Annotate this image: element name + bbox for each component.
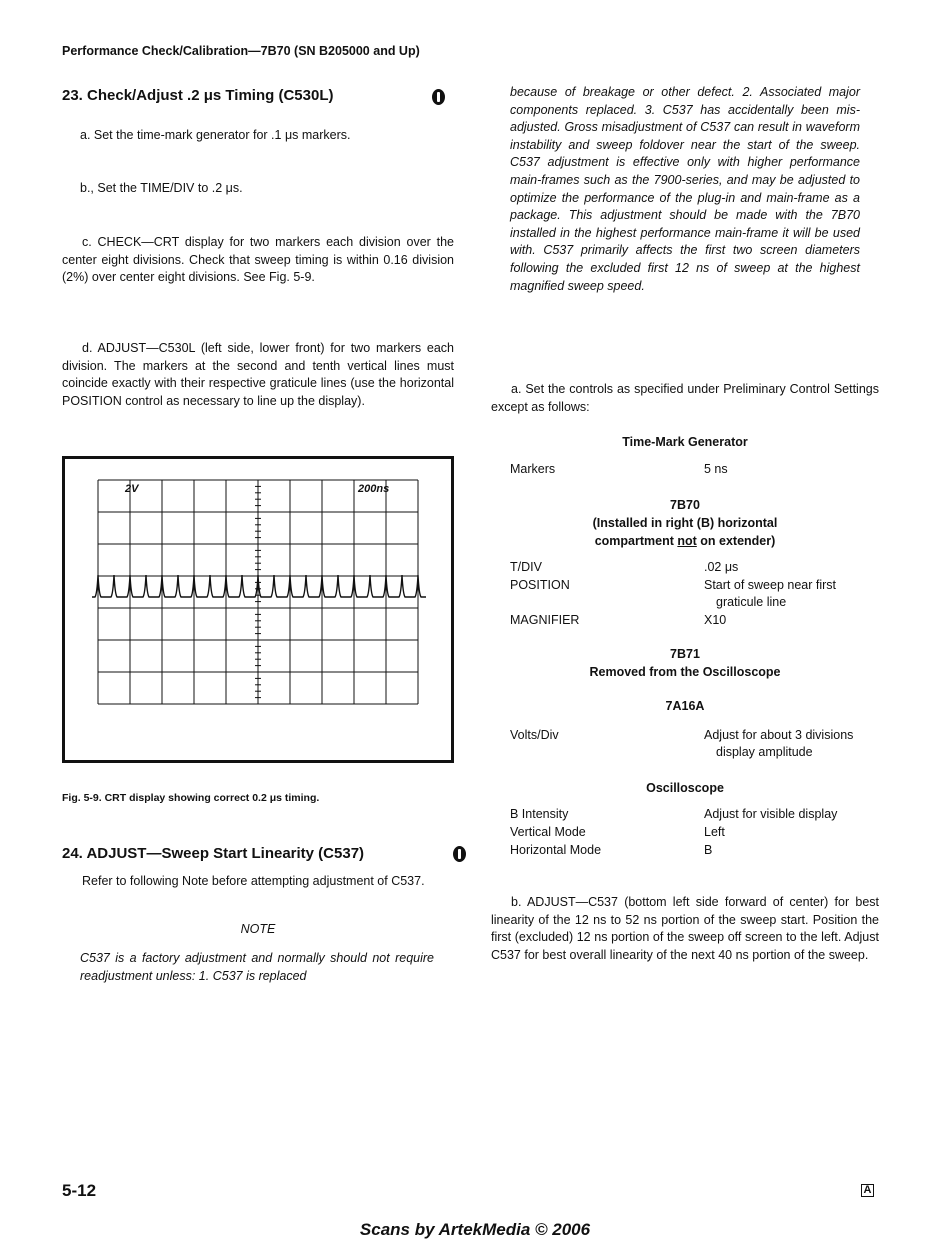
tdiv-label: T/DIV — [510, 560, 542, 574]
step-23-c: c. CHECK—CRT display for two markers each division over the center eight divisions. Check that sweep timing is within 0.16 division (2%) over center eight divisions. See Fig. 5-9. — [62, 235, 454, 284]
crt-display-figure — [62, 456, 454, 763]
tdiv-value: .02 μs — [704, 560, 739, 574]
step-24-intro: Refer to following Note before attempting adjustment of C537. — [82, 874, 425, 888]
vertical-mode-label: Vertical Mode — [510, 825, 586, 839]
b-intensity-label: B Intensity — [510, 807, 569, 821]
scan-credit: Scans by ArtekMedia © 2006 — [359, 1220, 591, 1239]
position-value-2: graticule line — [716, 595, 787, 609]
7b71-heading: 7B71 — [670, 647, 700, 661]
note-text-left: C537 is a factory adjustment and normally should not require readjustment unless: 1. C537 is replaced — [80, 951, 434, 983]
horizontal-mode-label: Horizontal Mode — [510, 843, 602, 857]
magnifier-value: X10 — [704, 613, 727, 627]
vertical-mode-value: Left — [704, 825, 725, 839]
step-23-b: b., Set the TIME/DIV to .2 μs. — [80, 181, 243, 195]
volts-div-value-1: Adjust for about 3 divisions — [704, 728, 854, 742]
position-label: POSITION — [510, 578, 570, 592]
step-24-title — [62, 845, 454, 862]
oscilloscope-heading: Oscilloscope — [646, 781, 724, 795]
step-23-title-text: 23. Check/Adjust .2 μs Timing (C530L) — [62, 87, 334, 104]
page-number: 5-12 — [62, 1181, 97, 1200]
7b71-subheading: Removed from the Oscilloscope — [589, 665, 781, 679]
position-value-1: Start of sweep near first — [704, 578, 837, 592]
step-23-a: a. Set the time-mark generator for .1 μs markers. — [80, 128, 351, 142]
7b70-subheading-1: (Installed in right (B) horizontal — [592, 516, 778, 530]
step-23-title — [62, 87, 454, 104]
crt-display-svg — [62, 456, 454, 763]
volts-per-div-readout: 2V — [125, 483, 139, 495]
7b70-sub2-part-b: not — [677, 534, 697, 548]
7b70-heading: 7B70 — [670, 498, 700, 512]
markers-label: Markers — [510, 462, 556, 476]
page-header: Performance Check/Calibration—7B70 (SN B205000 and Up) — [62, 44, 420, 58]
adjustment-symbol-icon — [453, 846, 466, 862]
7a16a-heading: 7A16A — [665, 699, 705, 713]
figure-caption: Fig. 5-9. CRT display showing correct 0.2 μs timing. — [62, 792, 320, 804]
time-per-div-readout: 200ns — [358, 483, 390, 495]
time-mark-generator-heading: Time-Mark Generator — [622, 435, 748, 449]
horizontal-mode-value: B — [704, 843, 713, 857]
note-text-right: because of breakage or other defect. 2. Associated major components replaced. 3. C537 has accidentally been mis-adjusted. Gross misadjustment of C537 can result in waveform instability and sweep foldover near the start of the sweep. C537 adjustment is effective only with higher performance main-frames such as the 7900-series, and may be adjusted to optimize the performance of the plug-in and main-frame as a package. This adjustment should be made with the 7B70 installed in the highest performance main-frame it will be used with. C537 primarily affects the first two screen diameters following the excluded first 12 ns of sweep at the highest magnified sweep speed. — [510, 85, 860, 293]
step-24-a: a. Set the controls as specified under Preliminary Control Settings except as follows: — [491, 382, 879, 414]
step-23-d: d. ADJUST—C530L (left side, lower front) for two markers each division. The markers at the second and tenth vertical lines must coincide exactly with their respective graticule lines (use the horizontal POSITION control as necessary to line up the display). — [62, 341, 454, 408]
markers-value: 5 ns — [704, 462, 728, 476]
volts-div-value-2: display amplitude — [716, 745, 813, 759]
revision-mark: A — [861, 1184, 874, 1197]
volts-div-label: Volts/Div — [510, 728, 559, 742]
adjustment-symbol-icon — [432, 89, 445, 105]
magnifier-label: MAGNIFIER — [510, 613, 580, 627]
note-heading: NOTE — [240, 922, 276, 936]
step-24-title-text: 24. ADJUST—Sweep Start Linearity (C537) — [62, 845, 365, 862]
7b70-sub2-part-a: compartment — [594, 534, 678, 548]
7b70-subheading-2 — [491, 532, 879, 550]
7b70-sub2-part-c: on extender) — [696, 534, 776, 548]
step-24-b: b. ADJUST—C537 (bottom left side forward of center) for best linearity of the 12 ns to 52 ns portion of the sweep start. Position the first (excluded) 12 ns portion of the sweep off screen to the left. Adjust C537 for best overall linearity of the next 40 ns portion of the sweep. — [491, 895, 879, 962]
b-intensity-value: Adjust for visible display — [704, 807, 838, 821]
